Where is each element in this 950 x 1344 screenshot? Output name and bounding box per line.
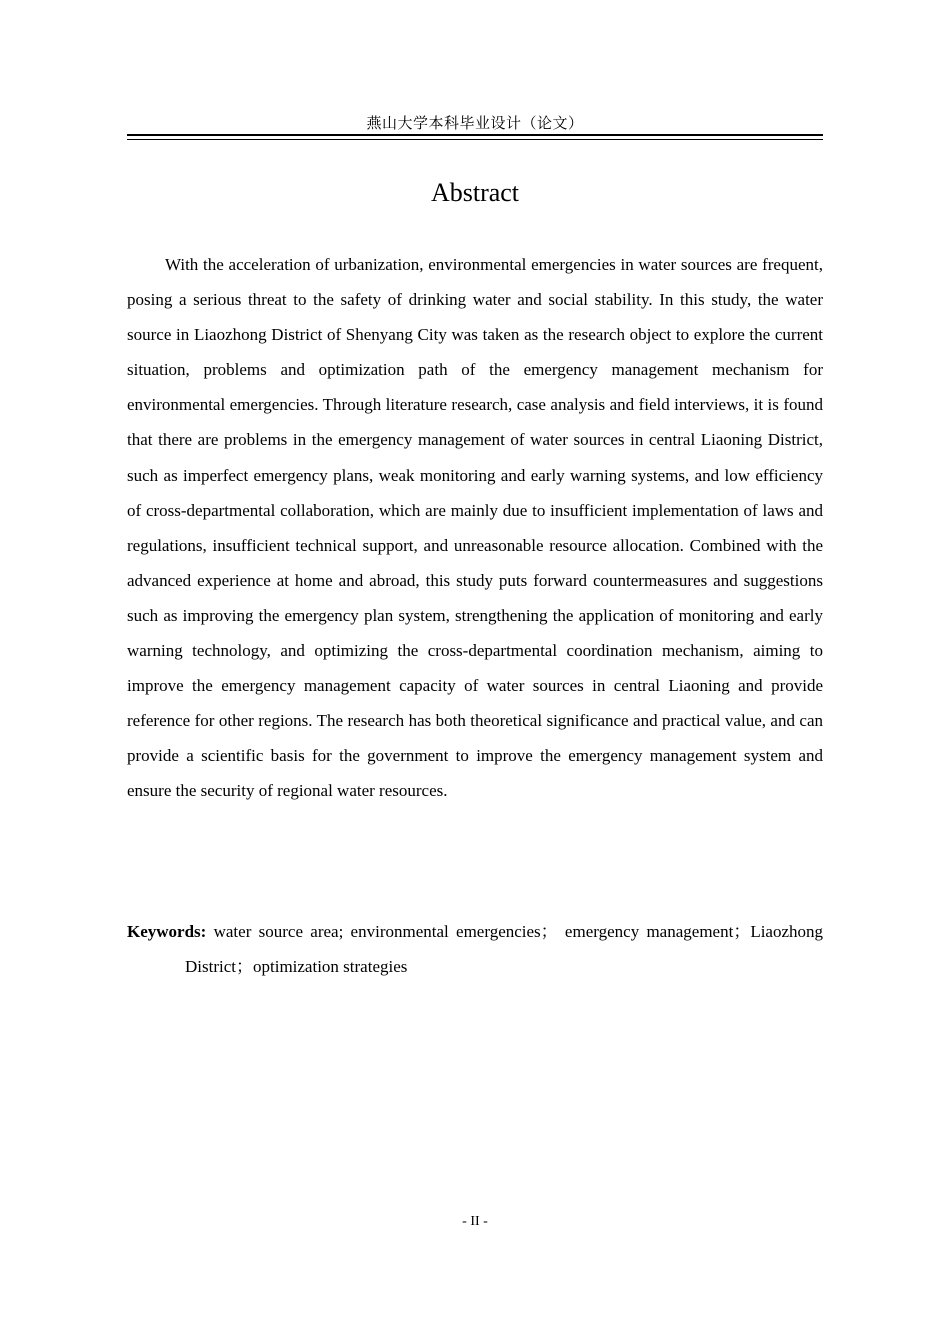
running-header: 燕山大学本科毕业设计（论文） bbox=[366, 114, 584, 132]
header-rule-thin bbox=[127, 139, 823, 140]
keywords-text: water source area; environmental emergencies； emergency management；Liaozhong District；optimization strategies bbox=[185, 922, 824, 976]
keywords-paragraph bbox=[127, 914, 823, 984]
header-rule-thick bbox=[127, 134, 823, 136]
keywords-label: Keywords: bbox=[127, 922, 207, 941]
abstract-title: Abstract bbox=[430, 178, 520, 207]
page-number: - II - bbox=[462, 1214, 488, 1229]
abstract-body: With the acceleration of urbanization, environmental emergencies in water sources are frequent, posing a serious threat to the safety of drinking water and social stability. In this study, the water source in Liaozhong District of Shenyang City was taken as the research object to explore the current situation, problems and optimization path of the emergency management mechanism for environmental emergencies. Through literature research, case analysis and field interviews, it is found that there are problems in the emergency management of water sources in central Liaoning District, such as imperfect emergency plans, weak monitoring and early warning systems, and low efficiency of cross-departmental collaboration, which are mainly due to insufficient implementation of laws and regulations, insufficient technical support, and unreasonable resource allocation. Combined with the advanced experience at home and abroad, this study puts forward countermeasures and suggestions such as improving the emergency plan system, strengthening the application of monitoring and early warning technology, and optimizing the cross-departmental coordination mechanism, aiming to improve the emergency management capacity of water sources in central Liaoning and provide reference for other regions. The research has both theoretical significance and practical value, and can provide a scientific basis for the government to improve the emergency management system and ensure the security of regional water resources. bbox=[127, 255, 823, 801]
